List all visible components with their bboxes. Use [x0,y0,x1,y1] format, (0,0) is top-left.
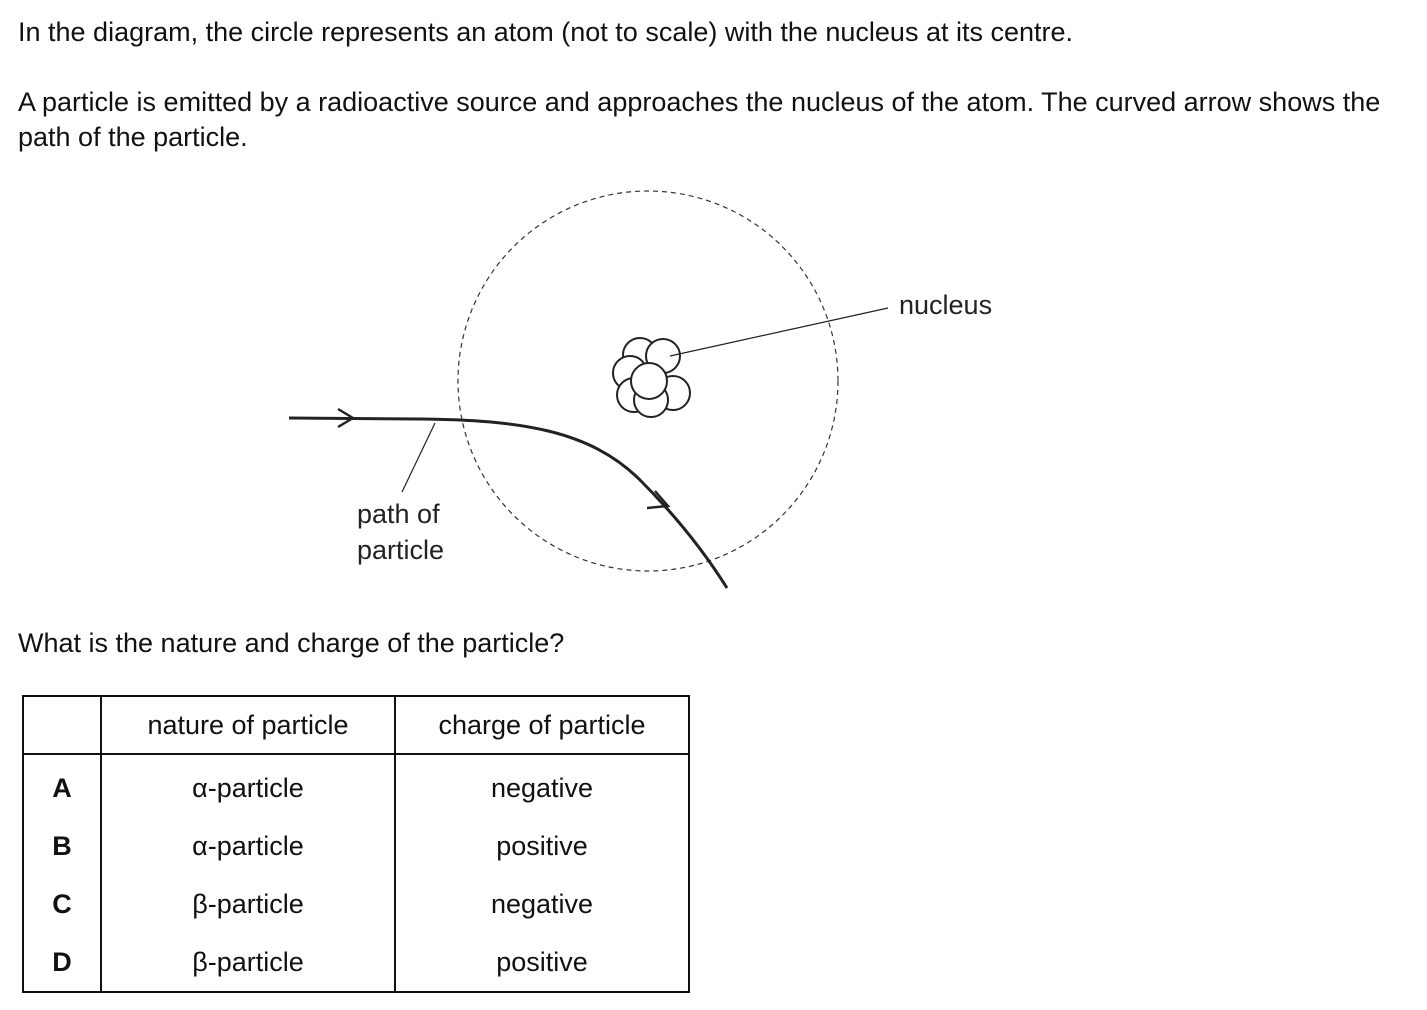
option-nature: α-particle [101,754,395,817]
option-row-b[interactable] [23,817,689,875]
option-letter: D [23,933,101,992]
header-nature: nature of particle [101,696,395,754]
nucleus-label: nucleus [899,290,993,320]
header-blank [23,696,101,754]
intro-text-1: In the diagram, the circle represents an atom (not to scale) with the nucleus at its centre. [18,17,1074,47]
answer-table [22,695,690,993]
path-label-line2: particle [357,535,445,565]
path-label-line1: path of [357,499,440,529]
question-text: What is the nature and charge of the particle? [18,628,565,658]
option-charge: negative [490,772,594,803]
particle-path [289,418,727,588]
option-charge: positive [496,946,588,977]
option-charge: positive [496,830,588,861]
option-nature: α-particle [101,817,395,875]
option-charge: negative [490,888,594,919]
table-header-row [23,696,689,754]
nucleus-leader-line [670,308,888,356]
option-nature: β-particle [101,875,395,933]
option-letter: B [23,817,101,875]
option-row-c[interactable] [23,875,689,933]
nucleus [613,338,690,417]
option-row-a[interactable] [23,754,689,817]
option-letter: A [23,754,101,817]
option-row-d[interactable] [23,933,689,992]
option-nature: β-particle [101,933,395,992]
option-letter: C [23,875,101,933]
intro-text-2: A particle is emitted by a radioactive source and approaches the nucleus of the atom. The curved arrow shows the path of the particle. [18,87,1381,152]
header-charge: charge of particle [395,696,689,754]
path-leader-line [402,423,435,492]
